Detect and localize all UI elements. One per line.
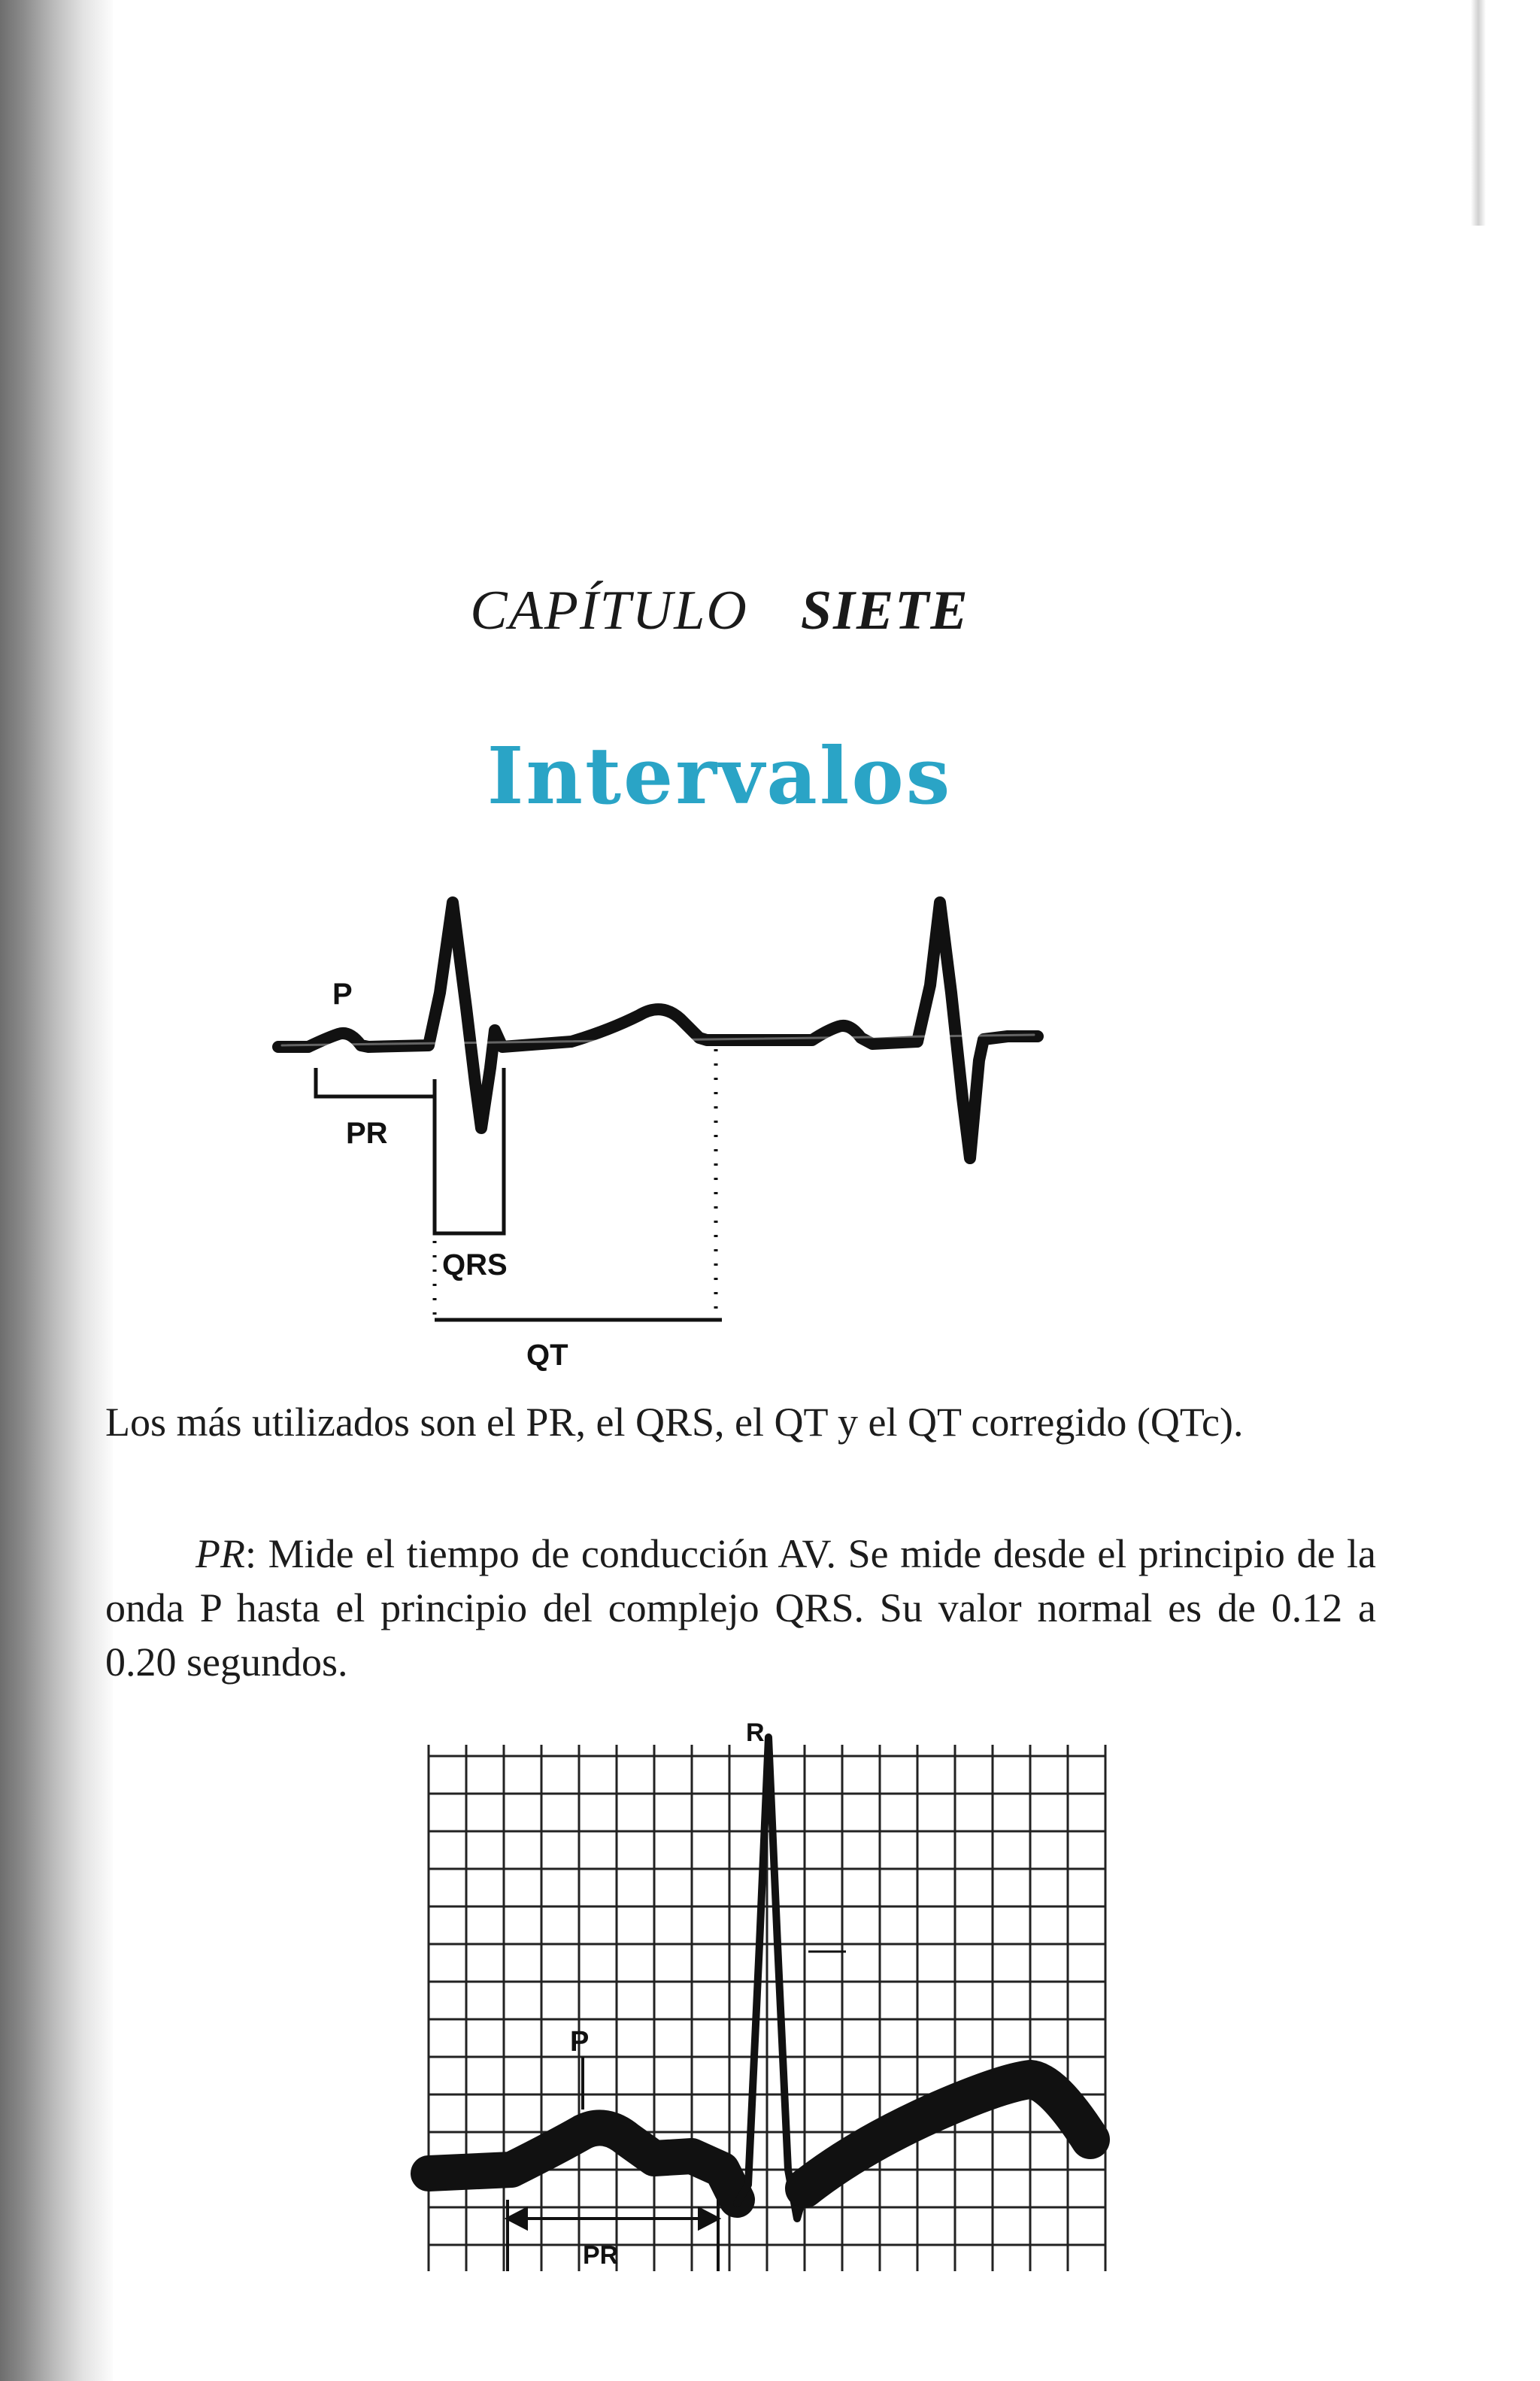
label-r-wave: R — [746, 1718, 765, 1747]
chapter-number: SIETE — [800, 580, 969, 642]
label-pr-grid: PR — [583, 2241, 619, 2270]
label-qrs: QRS — [442, 1248, 508, 1281]
pr-arrow-right-head — [699, 2209, 718, 2228]
paragraph-intervals-list: Los más utilizados son el PR, el QRS, el QT y el QT corregido (QTc). — [105, 1400, 1244, 1445]
label-pr: PR — [346, 1117, 388, 1150]
pr-definition-text: : Mide el tiempo de conducción AV. Se mide desde el principio de la onda P hasta el principio del complejo QRS. Su valor normal es de 0.12 a 0.20 segundos. — [105, 1531, 1376, 1685]
ecg-trace — [278, 902, 1038, 1158]
page-edge-shadow — [1471, 0, 1486, 226]
page-title: Intervalos — [487, 729, 953, 822]
ecg-intervals-figure — [256, 880, 1128, 1376]
label-qt: QT — [526, 1339, 568, 1372]
paragraph-pr-definition — [105, 1527, 1376, 1689]
grid-ecg-t-wave — [805, 2079, 1090, 2188]
qrs-bracket — [435, 1068, 504, 1233]
pr-interval-grid-figure — [406, 1718, 1128, 2282]
chapter-heading — [0, 579, 1439, 643]
label-p-wave-grid: P — [570, 2026, 590, 2058]
chapter-label: CAPÍTULO — [470, 580, 748, 642]
pr-arrow-left-head — [508, 2209, 526, 2228]
label-p-wave: P — [332, 978, 353, 1011]
pr-bracket — [316, 1068, 435, 1096]
grid-ecg-r-spike — [737, 1737, 805, 2219]
term-pr: PR — [196, 1531, 245, 1576]
book-spine-shadow — [0, 0, 113, 2381]
